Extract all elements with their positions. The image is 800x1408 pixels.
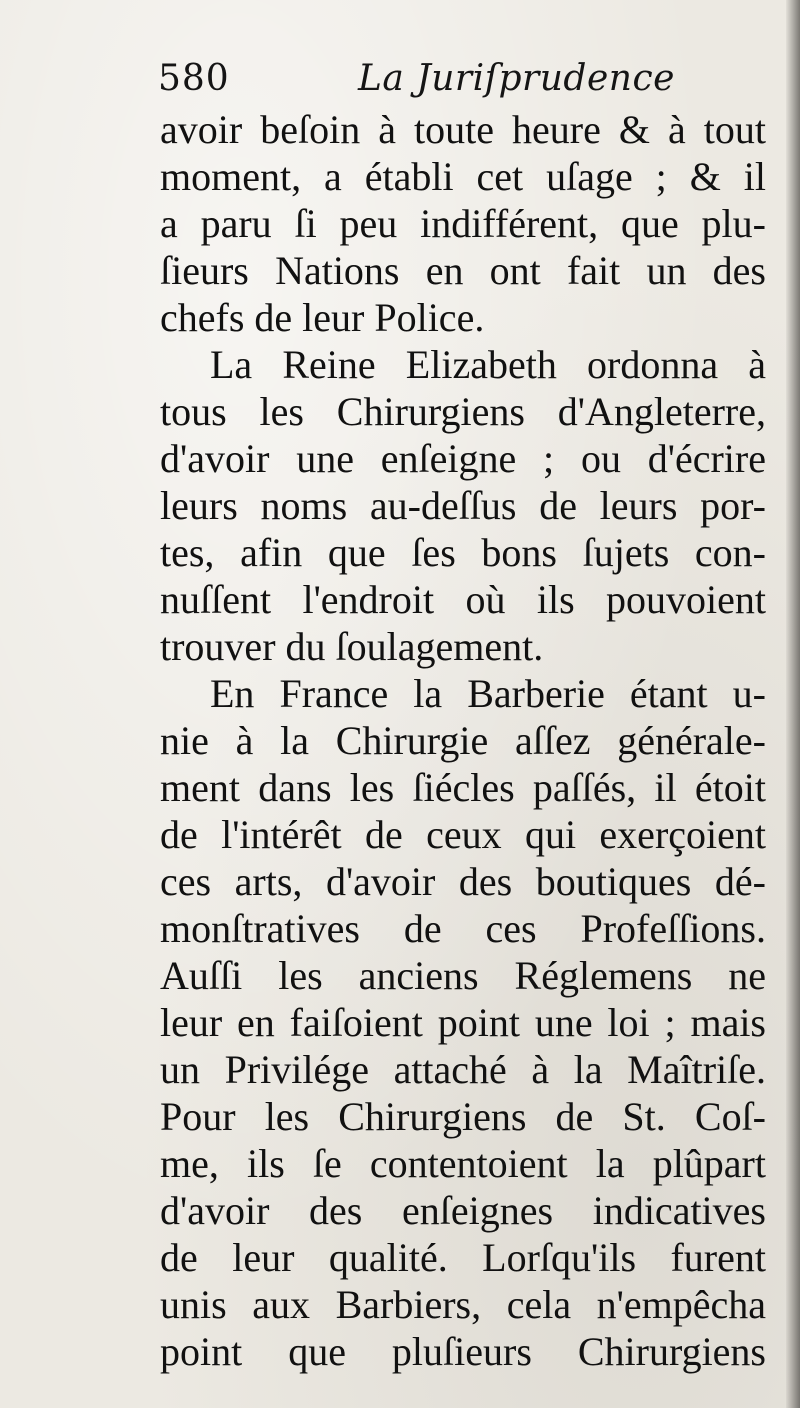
text-line: Auſſi les anciens Réglemens ne	[160, 953, 766, 998]
text-line: leur en faiſoient point une loi ; mais	[160, 1000, 766, 1045]
text-line: ment dans les ſiécles paſſés, il étoit	[160, 765, 766, 810]
text-line: trouver du ſoulagement.	[160, 624, 544, 669]
text-line: nuſſent l'endroit où ils pouvoient	[160, 577, 766, 622]
text-line: ſieurs Nations en ont fait un des	[160, 248, 766, 293]
text-line: En France la Barberie étant u-	[210, 671, 766, 716]
page-number: 580	[158, 58, 230, 99]
text-line: leurs noms au-deſſus de leurs por-	[160, 483, 766, 528]
text-line: point que pluſieurs Chirurgiens	[160, 1329, 766, 1374]
text-line: de l'intérêt de ceux qui exerçoient	[160, 812, 766, 857]
text-line: avoir beſoin à toute heure & à tout	[160, 107, 766, 152]
text-line: Pour les Chirurgiens de St. Coſ-	[160, 1094, 766, 1139]
text-line: La Reine Elizabeth ordonna à	[210, 342, 766, 387]
page-gutter-shadow	[786, 0, 800, 1408]
text-line: chefs de leur Police.	[160, 295, 485, 340]
running-title: La Juriſprudence	[358, 58, 675, 99]
text-line: ces arts, d'avoir des boutiques dé-	[160, 859, 766, 904]
text-line: unis aux Barbiers, cela n'empêcha	[160, 1282, 766, 1327]
text-line: monſtratives de ces Profeſſions.	[160, 906, 766, 951]
text-line: a paru ſi peu indifférent, que plu-	[160, 201, 766, 246]
text-line: nie à la Chirurgie aſſez générale-	[160, 718, 766, 763]
text-line: me, ils ſe contentoient la plûpart	[160, 1141, 766, 1186]
text-line: tous les Chirurgiens d'Angleterre,	[160, 389, 766, 434]
page-header	[158, 58, 758, 106]
text-line: d'avoir des enſeignes indicatives	[160, 1188, 766, 1233]
text-line: d'avoir une enſeigne ; ou d'écrire	[160, 436, 766, 481]
text-line: de leur qualité. Lorſqu'ils furent	[160, 1235, 766, 1280]
text-line: moment, a établi cet uſage ; & il	[160, 154, 766, 199]
body-text	[160, 106, 766, 1375]
text-line: un Privilége attaché à la Maîtriſe.	[160, 1047, 766, 1092]
text-line: tes, afin que ſes bons ſujets con-	[160, 530, 766, 575]
